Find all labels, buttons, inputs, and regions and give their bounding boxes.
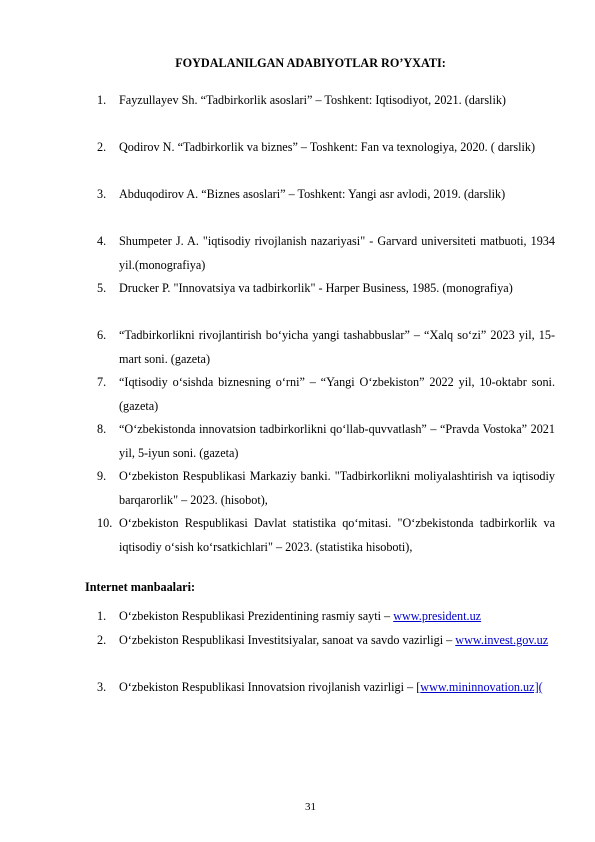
reference-text: Shumpeter J. A. "iqtisodiy rivojlanish nazariyasi" - Garvard universiteti matbuoti, 1934 yil.(monografiya) [119,234,555,272]
reference-text: “Iqtisodiy o‘sishda biznesning o‘rni” – “Yangi O‘zbekiston” 2022 yil, 10-oktabr soni. (gazeta) [119,375,555,413]
internet-source-text: O‘zbekiston Respublikasi Innovatsion rivojlanish vazirligi – [ [119,680,421,694]
reference-number: 7. [97,375,107,389]
reference-number: 1. [97,93,107,107]
internet-source-item [99,676,555,700]
internet-source-text-wrap [119,676,555,700]
reference-text: O‘zbekiston Respublikasi Markaziy banki. "Tadbirkorlikni moliyalashtirish va iqtisodiy barqarorlik" – 2023. (hisobot), [119,469,555,507]
internet-source-text-wrap [119,629,555,653]
reference-number: 9. [97,469,107,483]
reference-text: O‘zbekiston Respublikasi Davlat statistika qo‘mitasi. "O‘zbekistonda tadbirkorlik va iqtisodiy o‘sish ko‘rsatkichlari" – 2023. (statistika hisoboti), [119,516,555,554]
reference-item [99,371,555,418]
internet-source-text-wrap [119,605,555,629]
reference-text: “Tadbirkorlikni rivojlantirish bo‘yicha yangi tashabbuslar” – “Xalq so‘zi” 2023 yil, 15-mart soni. (gazeta) [119,328,555,366]
reference-item [99,183,555,207]
page-title: FOYDALANILGAN ADABIYOTLAR RO’YXATI: [175,56,446,70]
internet-source-number: 1. [97,609,107,623]
reference-item [99,465,555,512]
reference-number: 10. [97,516,113,530]
reference-text: Abduqodirov A. “Biznes asoslari” – Toshkent: Yangi asr avlodi, 2019. (darslik) [119,187,506,201]
internet-source-item [99,629,555,653]
reference-number: 6. [97,328,107,342]
reference-item [99,89,555,113]
internet-sources-heading: Internet manbaalari: [85,580,196,594]
reference-item [99,136,555,160]
reference-item [99,230,555,277]
internet-source-item [99,605,555,629]
reference-text: Qodirov N. “Tadbirkorlik va biznes” – Toshkent: Fan va texnologiya, 2020. ( darslik) [119,140,536,154]
reference-item [99,277,555,301]
reference-text: Fayzullayev Sh. “Tadbirkorlik asoslari” – Toshkent: Iqtisodiyot, 2021. (darslik) [119,93,506,107]
page-number: 31 [305,801,316,813]
reference-number: 8. [97,422,107,436]
reference-text: Drucker P. "Innovatsiya va tadbirkorlik" - Harper Business, 1985. (monografiya) [119,281,513,295]
president-link[interactable]: www.president.uz [393,609,482,623]
internet-source-text: O‘zbekiston Respublikasi Investitsiyalar, sanoat va savdo vazirligi – [119,633,456,647]
internet-source-number: 2. [97,633,107,647]
internet-source-number: 3. [97,680,107,694]
reference-item [99,418,555,465]
reference-item [99,512,555,559]
internet-source-text: O‘zbekiston Respublikasi Prezidentining rasmiy sayti – [119,609,394,623]
reference-number: 4. [97,234,107,248]
reference-number: 5. [97,281,107,295]
reference-number: 3. [97,187,107,201]
reference-number: 2. [97,140,107,154]
reference-item [99,324,555,371]
invest-link[interactable]: www.invest.gov.uz [455,633,549,647]
reference-text: “O‘zbekistonda innovatsion tadbirkorlikni qo‘llab-quvvatlash” – “Pravda Vostoka” 2021 yil, 5-iyun soni. (gazeta) [119,422,555,460]
mininnovation-link[interactable]: www.mininnovation.uz]( [420,680,543,694]
